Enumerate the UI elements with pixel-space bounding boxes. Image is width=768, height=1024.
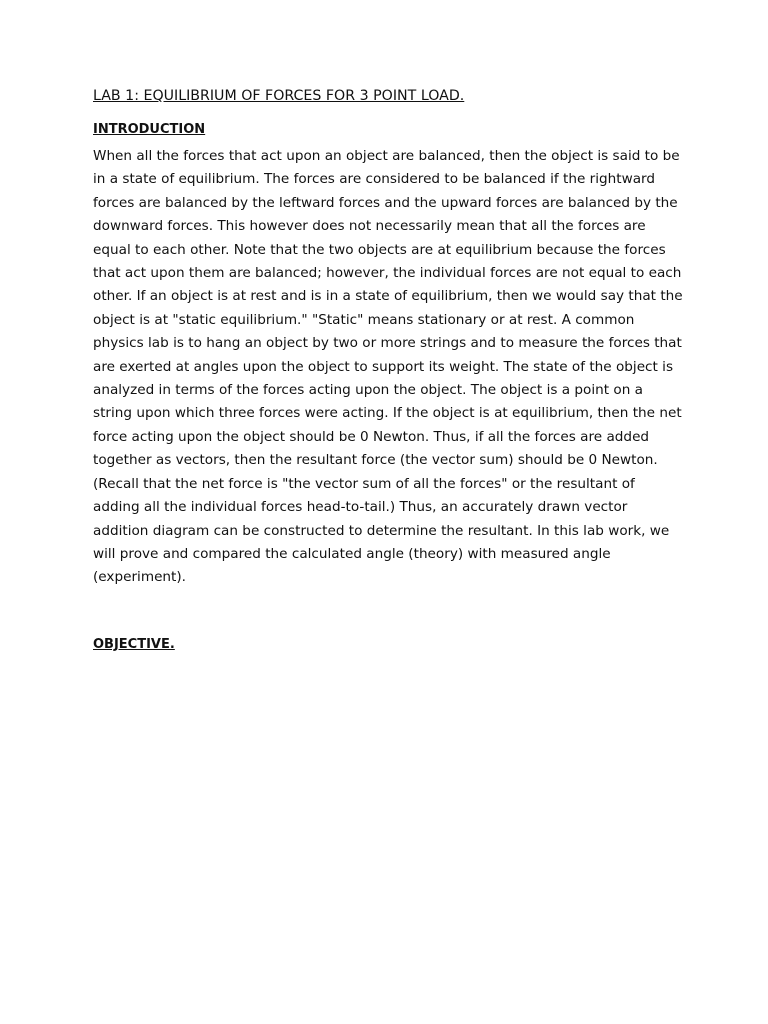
- document-title: LAB 1: EQUILIBRIUM OF FORCES FOR 3 POINT LOAD.: [93, 88, 465, 104]
- introduction-heading: INTRODUCTION: [93, 122, 206, 137]
- introduction-paragraph: When all the forces that act upon an object are balanced, then the object is said to be in a state of equilibrium. The forces are considered to be balanced if the rightward forces are balanced by the leftward forces and the upward forces are balanced by the downward forces. This however does not necessarily mean that all the forces are equal to each other. Note that the two objects are at equilibrium because the forces that act upon them are balanced; however, the individual forces are not equal to each other. If an object is at rest and is in a state of equilibrium, then we would say that the object is at "static equilibrium." "Static" means stationary or at rest. A common physics lab is to hang an object by two or more strings and to measure the forces that are exerted at angles upon the object to support its weight. The state of the object is analyzed in terms of the forces acting upon the object. The object is a point on a string upon which three forces were acting. If the object is at equilibrium, then the net force acting upon the object should be 0 Newton. Thus, if all the forces are added together as vectors, then the resultant force (the vector sum) should be 0 Newton. (Recall that the net force is "the vector sum of all the forces" or the resultant of adding all the individual forces head-to-tail.) Thus, an accurately drawn vector addition diagram can be constructed to determine the resultant. In this lab work, we will prove and compared the calculated angle (theory) with measured angle (experiment).: [93, 148, 683, 586]
- objective-heading: OBJECTIVE.: [93, 636, 175, 652]
- document-content: [93, 86, 683, 654]
